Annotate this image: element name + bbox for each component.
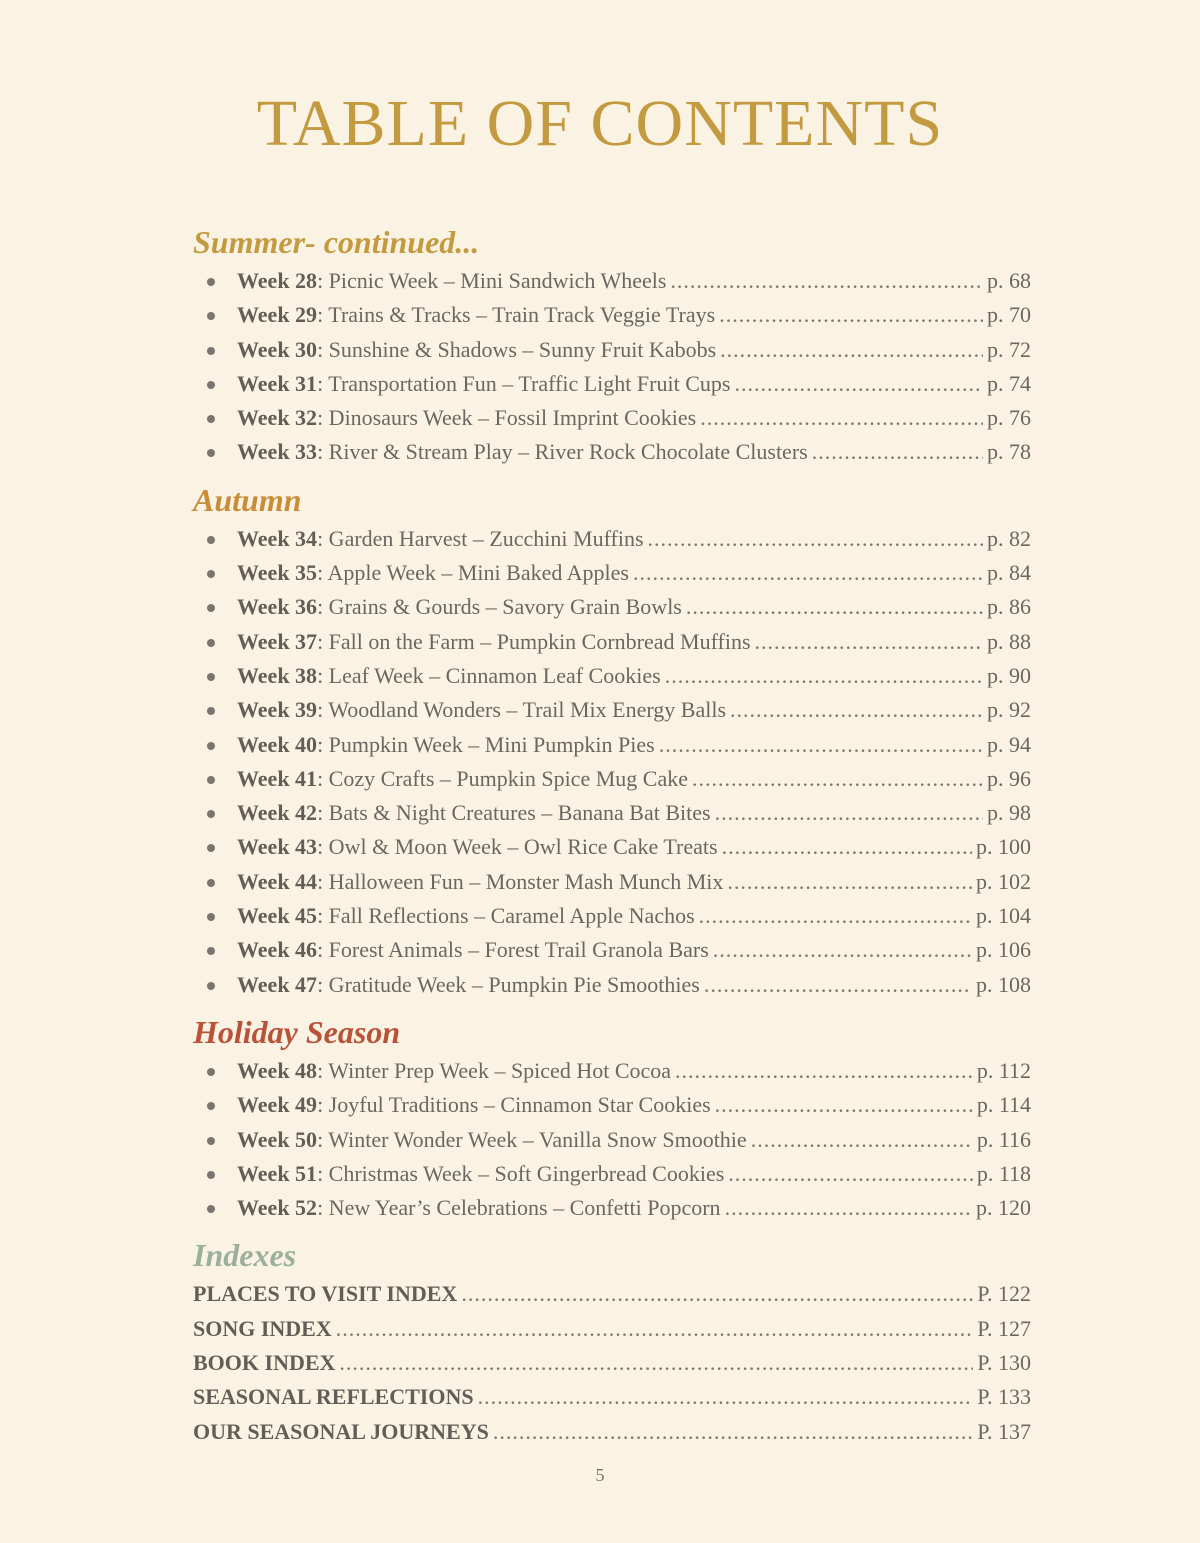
toc-entry [193, 1054, 1033, 1088]
entry-page: p. 100 [976, 834, 1031, 860]
bullet-icon [207, 278, 215, 286]
entry-page: p. 68 [987, 268, 1031, 293]
entry-page: p. 84 [987, 560, 1031, 586]
week-number: Week 49 [237, 1092, 318, 1118]
dot-leader [493, 1415, 973, 1449]
entry-title: : Halloween Fun – Monster Mash Munch Mix [317, 868, 724, 894]
dot-leader [336, 1312, 973, 1346]
bullet-icon [207, 879, 215, 887]
entry-title: : Cozy Crafts – Pumpkin Spice Mug Cake [317, 765, 688, 791]
toc-entry [193, 1088, 1033, 1122]
entry-page: p. 120 [976, 1195, 1031, 1221]
dot-leader [648, 522, 983, 556]
entry-page: p. 94 [987, 731, 1031, 757]
index-page: P. 127 [977, 1315, 1031, 1341]
index-page: P. 130 [977, 1350, 1031, 1376]
index-entry [193, 1312, 1031, 1346]
week-number: Week 32 [237, 405, 318, 431]
entry-title: : Leaf Week – Cinnamon Leaf Cookies [317, 662, 661, 688]
dot-leader [812, 435, 983, 469]
week-number: Week 45 [237, 903, 318, 929]
bullet-icon [207, 449, 215, 457]
entry-page: p. 116 [976, 1126, 1031, 1152]
dot-leader [478, 1380, 974, 1414]
entry-title: : Apple Week – Mini Baked Apples [317, 560, 629, 586]
entry-page: p. 104 [976, 903, 1031, 929]
toc-entry [193, 298, 1033, 332]
toc-entry [193, 933, 1033, 967]
bullet-icon [207, 570, 215, 578]
dot-leader [715, 796, 983, 830]
entry-title: : Christmas Week – Soft Gingerbread Cookies [317, 1160, 725, 1186]
week-number: Week 47 [237, 971, 318, 997]
week-number: Week 29 [237, 302, 318, 328]
entry-page: p. 90 [987, 662, 1031, 688]
week-number: Week 52 [237, 1195, 318, 1221]
toc-entry [193, 762, 1033, 796]
section-heading-autumn: Autumn [193, 481, 302, 518]
week-number: Week 38 [237, 662, 318, 688]
entry-title: : Winter Prep Week – Spiced Hot Cocoa [317, 1057, 672, 1083]
dot-leader [725, 1191, 972, 1225]
index-page: P. 133 [977, 1384, 1031, 1410]
entry-title: : Winter Wonder Week – Vanilla Snow Smoothie [317, 1126, 747, 1152]
dot-leader [728, 1157, 973, 1191]
entry-page: p. 74 [987, 370, 1031, 396]
entry-page: p. 96 [987, 765, 1031, 791]
toc-entry [193, 625, 1033, 659]
entry-page: p. 92 [987, 697, 1031, 723]
bullet-icon [207, 742, 215, 750]
entry-page: p. 118 [976, 1160, 1031, 1186]
week-number: Week 40 [237, 731, 318, 757]
dot-leader [751, 1123, 973, 1157]
bullet-icon [207, 913, 215, 921]
week-number: Week 35 [237, 560, 318, 586]
section-heading-holiday: Holiday Season [193, 1013, 401, 1050]
index-entry [193, 1380, 1031, 1414]
entry-title: : Pumpkin Week – Mini Pumpkin Pies [317, 731, 655, 757]
entry-title: : Forest Animals – Forest Trail Granola Bars [317, 937, 709, 963]
index-page: P. 137 [977, 1418, 1031, 1444]
bullet-icon [207, 1137, 215, 1145]
bullet-icon [207, 1068, 215, 1076]
bullet-icon [207, 604, 215, 612]
bullet-icon [207, 673, 215, 681]
entry-list-summer [193, 264, 1033, 470]
dot-leader [461, 1277, 973, 1311]
entry-title: : Dinosaurs Week – Fossil Imprint Cookies [317, 405, 697, 431]
entry-list-holiday [193, 1054, 1033, 1225]
index-list [193, 1277, 1033, 1448]
dot-leader [699, 899, 972, 933]
entry-title: : Gratitude Week – Pumpkin Pie Smoothies [317, 971, 700, 997]
entry-title: : Grains & Gourds – Savory Grain Bowls [317, 594, 682, 620]
entry-title: : Fall Reflections – Caramel Apple Nachos [317, 903, 695, 929]
toc-entry [193, 333, 1033, 367]
dot-leader [713, 933, 972, 967]
entry-page: p. 86 [987, 594, 1031, 620]
week-number: Week 31 [237, 370, 318, 396]
index-entry [193, 1277, 1031, 1311]
bullet-icon [207, 707, 215, 715]
dot-leader [339, 1346, 973, 1380]
bullet-icon [207, 844, 215, 852]
entry-page: p. 108 [976, 971, 1031, 997]
index-page: P. 122 [977, 1281, 1031, 1307]
dot-leader [734, 367, 983, 401]
bullet-icon [207, 347, 215, 355]
toc-entry [193, 968, 1033, 1002]
week-number: Week 51 [237, 1160, 318, 1186]
toc-entry [193, 1157, 1033, 1191]
page-number: 5 [595, 1465, 605, 1485]
week-number: Week 48 [237, 1057, 318, 1083]
entry-page: p. 88 [987, 628, 1031, 654]
week-number: Week 37 [237, 628, 318, 654]
toc-entry [193, 865, 1033, 899]
entry-page: p. 114 [976, 1092, 1031, 1118]
week-number: Week 46 [237, 937, 318, 963]
dot-leader [670, 264, 983, 298]
section-heading-summer: Summer- continued... [193, 224, 480, 260]
entry-title: : New Year’s Celebrations – Confetti Popcorn [317, 1195, 721, 1221]
toc-entry [193, 590, 1033, 624]
entry-title: : Owl & Moon Week – Owl Rice Cake Treats [317, 834, 718, 860]
toc-entry [193, 367, 1033, 401]
page-title: TABLE OF CONTENTS [256, 87, 944, 160]
toc-entry [193, 830, 1033, 864]
bullet-icon [207, 1171, 215, 1179]
toc-entry [193, 796, 1033, 830]
bullet-icon [207, 810, 215, 818]
dot-leader [665, 659, 983, 693]
bullet-icon [207, 1102, 215, 1110]
entry-title: : Fall on the Farm – Pumpkin Cornbread Muffins [317, 628, 751, 654]
index-label: BOOK INDEX [193, 1350, 336, 1376]
entry-page: p. 98 [987, 800, 1031, 826]
toc-entry [193, 1123, 1033, 1157]
dot-leader [633, 556, 983, 590]
week-number: Week 44 [237, 868, 318, 894]
dot-leader [692, 762, 983, 796]
index-label: SEASONAL REFLECTIONS [193, 1384, 474, 1410]
table-of-contents [193, 220, 1033, 1449]
index-entry [193, 1346, 1031, 1380]
entry-title: : Picnic Week – Mini Sandwich Wheels [317, 268, 667, 293]
entry-page: p. 102 [976, 868, 1031, 894]
toc-entry [193, 435, 1033, 469]
index-label: SONG INDEX [193, 1315, 332, 1341]
dot-leader [722, 830, 972, 864]
bullet-icon [207, 982, 215, 990]
dot-leader [715, 1088, 973, 1122]
bullet-icon [207, 312, 215, 320]
bullet-icon [207, 947, 215, 955]
dot-leader [700, 401, 983, 435]
bullet-icon [207, 381, 215, 389]
toc-entry [193, 556, 1033, 590]
entry-title: : Transportation Fun – Traffic Light Fruit Cups [317, 370, 731, 396]
index-label: OUR SEASONAL JOURNEYS [193, 1418, 489, 1444]
toc-entry [193, 728, 1033, 762]
dot-leader [755, 625, 983, 659]
toc-entry [193, 659, 1033, 693]
week-number: Week 50 [237, 1126, 318, 1152]
entry-title: : River & Stream Play – River Rock Chocolate Clusters [317, 439, 808, 465]
entry-title: : Joyful Traditions – Cinnamon Star Cookies [317, 1092, 711, 1118]
bullet-icon [207, 1205, 215, 1213]
dot-leader [659, 728, 983, 762]
toc-entry [193, 264, 1033, 298]
entry-page: p. 78 [987, 439, 1031, 465]
week-number: Week 42 [237, 800, 318, 826]
dot-leader [704, 968, 972, 1002]
entry-page: p. 70 [987, 302, 1031, 328]
toc-entry [193, 693, 1033, 727]
week-number: Week 34 [237, 525, 318, 551]
week-number: Week 43 [237, 834, 318, 860]
toc-entry [193, 1191, 1033, 1225]
dot-leader [730, 693, 983, 727]
entry-title: : Bats & Night Creatures – Banana Bat Bites [317, 800, 711, 826]
toc-entry [193, 522, 1033, 556]
toc-entry [193, 401, 1033, 435]
week-number: Week 28 [237, 268, 318, 293]
entry-page: p. 106 [976, 937, 1031, 963]
entry-list-autumn [193, 522, 1033, 1002]
dot-leader [719, 298, 983, 332]
index-label: PLACES TO VISIT INDEX [193, 1281, 458, 1307]
index-entry [193, 1415, 1031, 1449]
bullet-icon [207, 776, 215, 784]
dot-leader [720, 333, 983, 367]
week-number: Week 30 [237, 336, 318, 362]
bullet-icon [207, 536, 215, 544]
week-number: Week 41 [237, 765, 318, 791]
section-heading-indexes: Indexes [193, 1237, 297, 1274]
entry-title: : Sunshine & Shadows – Sunny Fruit Kabobs [317, 336, 717, 362]
entry-page: p. 72 [987, 336, 1031, 362]
entry-page: p. 76 [987, 405, 1031, 431]
week-number: Week 36 [237, 594, 318, 620]
entry-title: : Woodland Wonders – Trail Mix Energy Balls [317, 697, 727, 723]
entry-title: : Trains & Tracks – Train Track Veggie Trays [317, 302, 716, 328]
dot-leader [686, 590, 983, 624]
bullet-icon [207, 639, 215, 647]
entry-page: p. 112 [976, 1057, 1031, 1083]
week-number: Week 33 [237, 439, 318, 465]
bullet-icon [207, 415, 215, 423]
entry-title: : Garden Harvest – Zucchini Muffins [317, 525, 644, 551]
entry-page: p. 82 [987, 525, 1031, 551]
week-number: Week 39 [237, 697, 318, 723]
dot-leader [675, 1054, 973, 1088]
toc-entry [193, 899, 1033, 933]
dot-leader [727, 865, 972, 899]
